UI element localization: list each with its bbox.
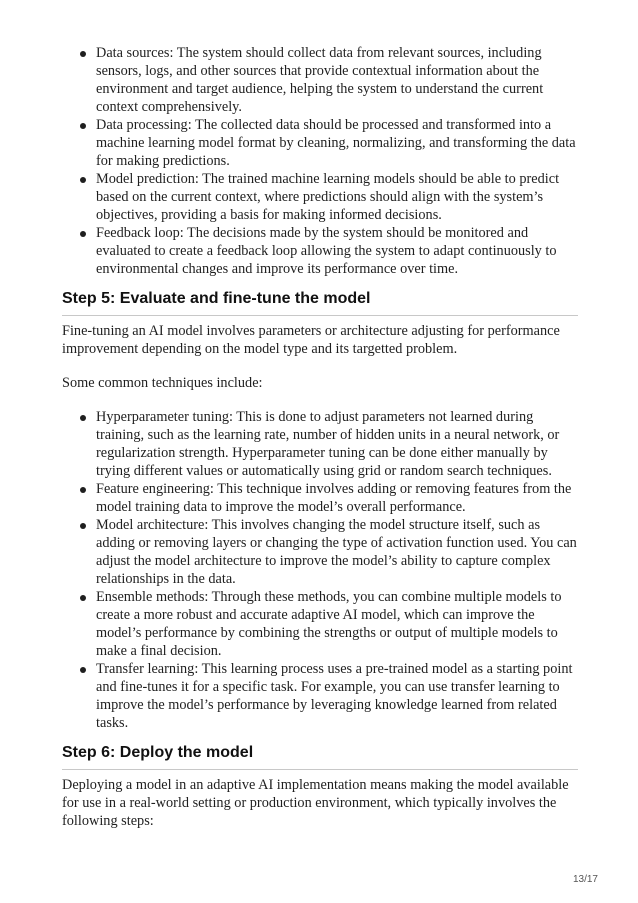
list-item-text: Hyperparameter tuning: This is done to adjust parameters not learned during training, such as the learning rate, number of hidden units in a neural network, or regularization strength. Hyperparameter tuning can be done either manually by trying different values or automatically using grid or random search techniques. [96,409,560,479]
bullet-icon [80,595,86,601]
document-page [62,38,578,830]
step5-intro-paragraph: Fine-tuning an AI model involves parameters or architecture adjusting for performance improvement depending on the model type and its targetted problem. [62,323,560,357]
section-heading-step6: Step 6: Deploy the model [62,743,578,770]
step5-techniques-intro: Some common techniques include: [62,375,263,391]
list-item [62,116,578,170]
bullet-icon [80,487,86,493]
list-item [62,588,578,660]
list-item-text: Data sources: The system should collect data from relevant sources, including sensors, logs, and other sources that provide contextual information about the environment and target audience, helping the system to understand the current context comprehensively. [96,45,544,115]
bullet-icon [80,523,86,529]
list-item-text: Feedback loop: The decisions made by the system should be monitored and evaluated to create a feedback loop allowing the system to adapt continuously to environmental changes and improve its performance over time. [96,225,557,277]
list-item-text: Model prediction: The trained machine learning models should be able to predict based on the current context, where predictions should align with the system’s objectives, providing a basis for making informed decisions. [96,171,560,223]
bullet-icon [80,231,86,237]
list-item [62,660,578,732]
list-item [62,516,578,588]
bullet-icon [80,667,86,673]
bullet-icon [80,415,86,421]
bullet-icon [80,177,86,183]
list-item [62,480,578,516]
list-item-text: Feature engineering: This technique involves adding or removing features from the model training data to improve the model’s overall performance. [96,481,572,515]
adaptive-ai-components-list [62,44,578,278]
list-item [62,44,578,116]
fine-tuning-techniques-list [62,408,578,732]
list-item [62,408,578,480]
list-item-text: Transfer learning: This learning process uses a pre-trained model as a starting point and fine-tunes it for a specific task. For example, you can use transfer learning to improve the model’s performance by leveraging knowledge learned from related tasks. [96,661,573,731]
list-item-text: Data processing: The collected data should be processed and transformed into a machine learning model format by cleaning, normalizing, and transforming the data for making predictions. [96,117,576,169]
step6-intro-paragraph: Deploying a model in an adaptive AI implementation means making the model available for use in a real-world setting or production environment, which typically involves the following steps: [62,777,569,829]
bullet-icon [80,123,86,129]
list-item [62,224,578,278]
section-heading-step5: Step 5: Evaluate and fine-tune the model [62,289,578,316]
page-number: 13/17 [572,874,598,885]
list-item-text: Ensemble methods: Through these methods, you can combine multiple models to create a more robust and accurate adaptive AI model, which can improve the model’s performance by combining the strengths or output of multiple models to make a final decision. [96,589,562,659]
bullet-icon [80,51,86,57]
list-item [62,170,578,224]
list-item-text: Model architecture: This involves changing the model structure itself, such as adding or removing layers or changing the type of activation function used. You can adjust the model architecture to improve the model’s ability to capture complex relationships in the data. [96,517,577,587]
